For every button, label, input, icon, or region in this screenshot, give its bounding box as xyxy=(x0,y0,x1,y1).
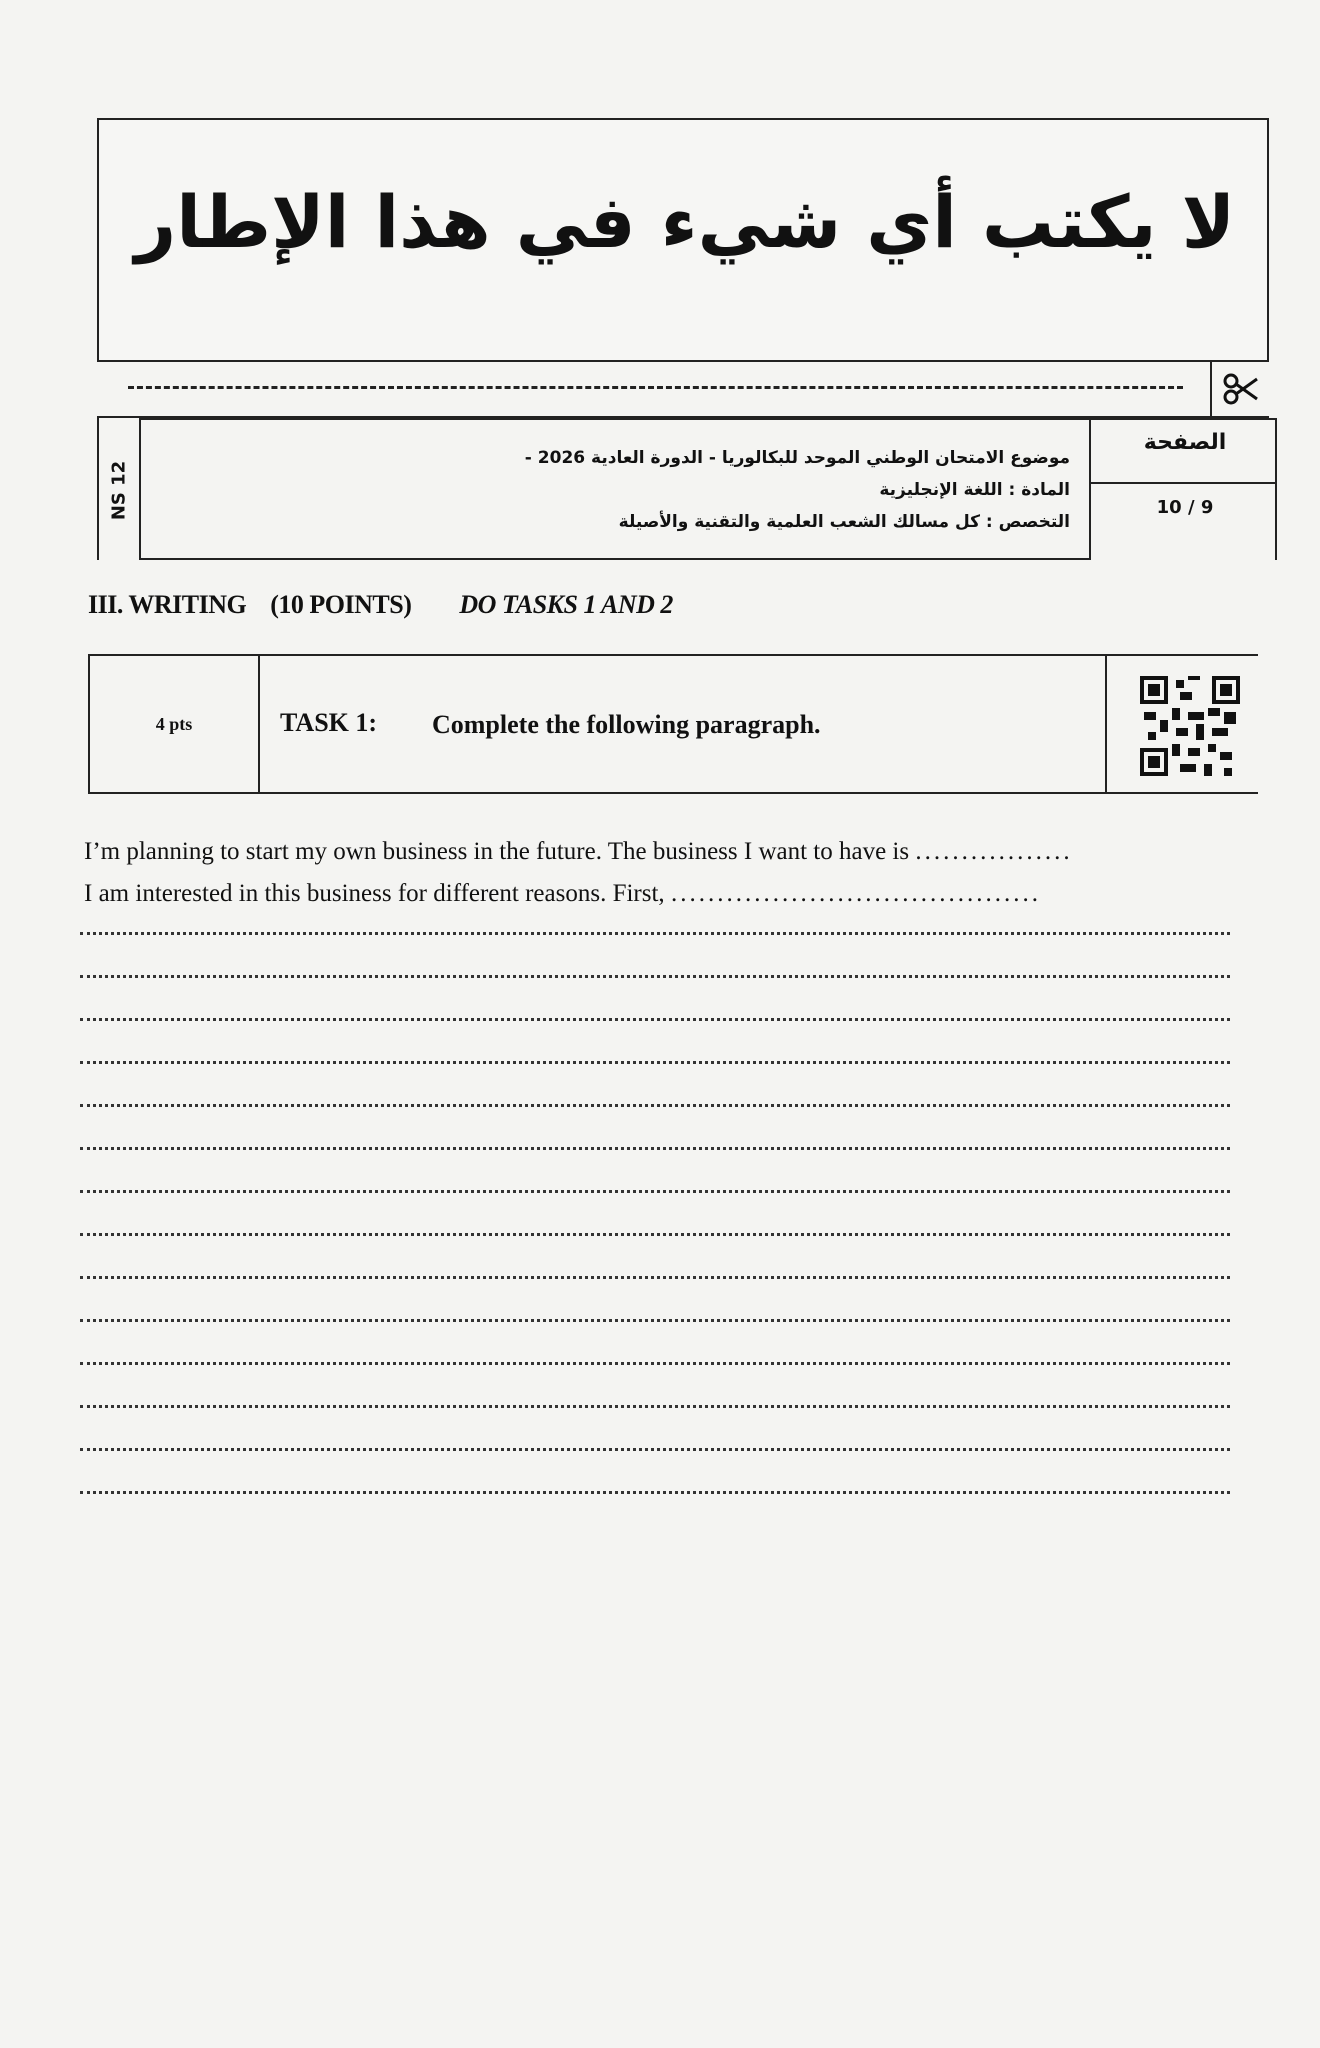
qr-cell-divider xyxy=(1105,654,1107,794)
answer-line[interactable] xyxy=(80,1405,1230,1408)
paragraph-line-2-text: I am interested in this business for different reasons. First, xyxy=(84,880,665,907)
answer-line[interactable] xyxy=(80,975,1230,978)
scissors-icon xyxy=(1210,360,1269,418)
section-instruction: DO TASKS 1 AND 2 xyxy=(459,590,673,619)
answer-line[interactable] xyxy=(80,1362,1230,1365)
answer-line[interactable] xyxy=(80,1061,1230,1064)
qr-code-icon xyxy=(1140,676,1240,776)
answer-line[interactable] xyxy=(80,1104,1230,1107)
answer-line[interactable] xyxy=(80,1491,1230,1494)
answer-line[interactable] xyxy=(80,1190,1230,1193)
exam-title: موضوع الامتحان الوطني الموحد للبكالوريا - الدورة العادية 2026 - xyxy=(524,448,1070,468)
section-name: III. WRITING xyxy=(88,590,247,619)
paragraph-line-2: I am interested in this business for different reasons. First, ........................................ xyxy=(84,880,1041,907)
section-points: (10 POINTS) xyxy=(270,590,412,619)
no-write-notice: لا يكتب أي شيء في هذا الإطار xyxy=(134,180,1236,264)
exam-info xyxy=(400,442,1070,538)
cut-dashed-line xyxy=(128,386,1183,389)
task-instruction: Complete the following paragraph. xyxy=(432,710,821,739)
section-title xyxy=(88,590,673,620)
series-code: NS 12 xyxy=(108,460,130,521)
task-points: 4 pts xyxy=(155,714,193,734)
paragraph-line-1-text: I’m planning to start my own business in the future. The business I want to have is xyxy=(84,838,910,865)
answer-line[interactable] xyxy=(80,932,1230,935)
exam-subject: المادة : اللغة الإنجليزية xyxy=(879,480,1070,500)
task-label: TASK 1: xyxy=(280,708,378,737)
page-number: 10 / 9 xyxy=(1156,497,1214,518)
answer-line[interactable] xyxy=(80,1319,1230,1322)
answer-line[interactable] xyxy=(80,1276,1230,1279)
page-divider xyxy=(1091,482,1277,484)
answer-line[interactable] xyxy=(80,1448,1230,1451)
answer-line[interactable] xyxy=(80,1018,1230,1021)
page-label: الصفحة xyxy=(1143,430,1227,455)
exam-specialty: التخصص : كل مسالك الشعب العلمية والتقنية والأصيلة xyxy=(618,512,1070,532)
paragraph-line-1: I’m planning to start my own business in the future. The business I want to have is ................. xyxy=(84,838,1073,865)
answer-line[interactable] xyxy=(80,1233,1230,1236)
answer-line[interactable] xyxy=(80,1147,1230,1150)
cut-line-row xyxy=(97,360,1269,418)
